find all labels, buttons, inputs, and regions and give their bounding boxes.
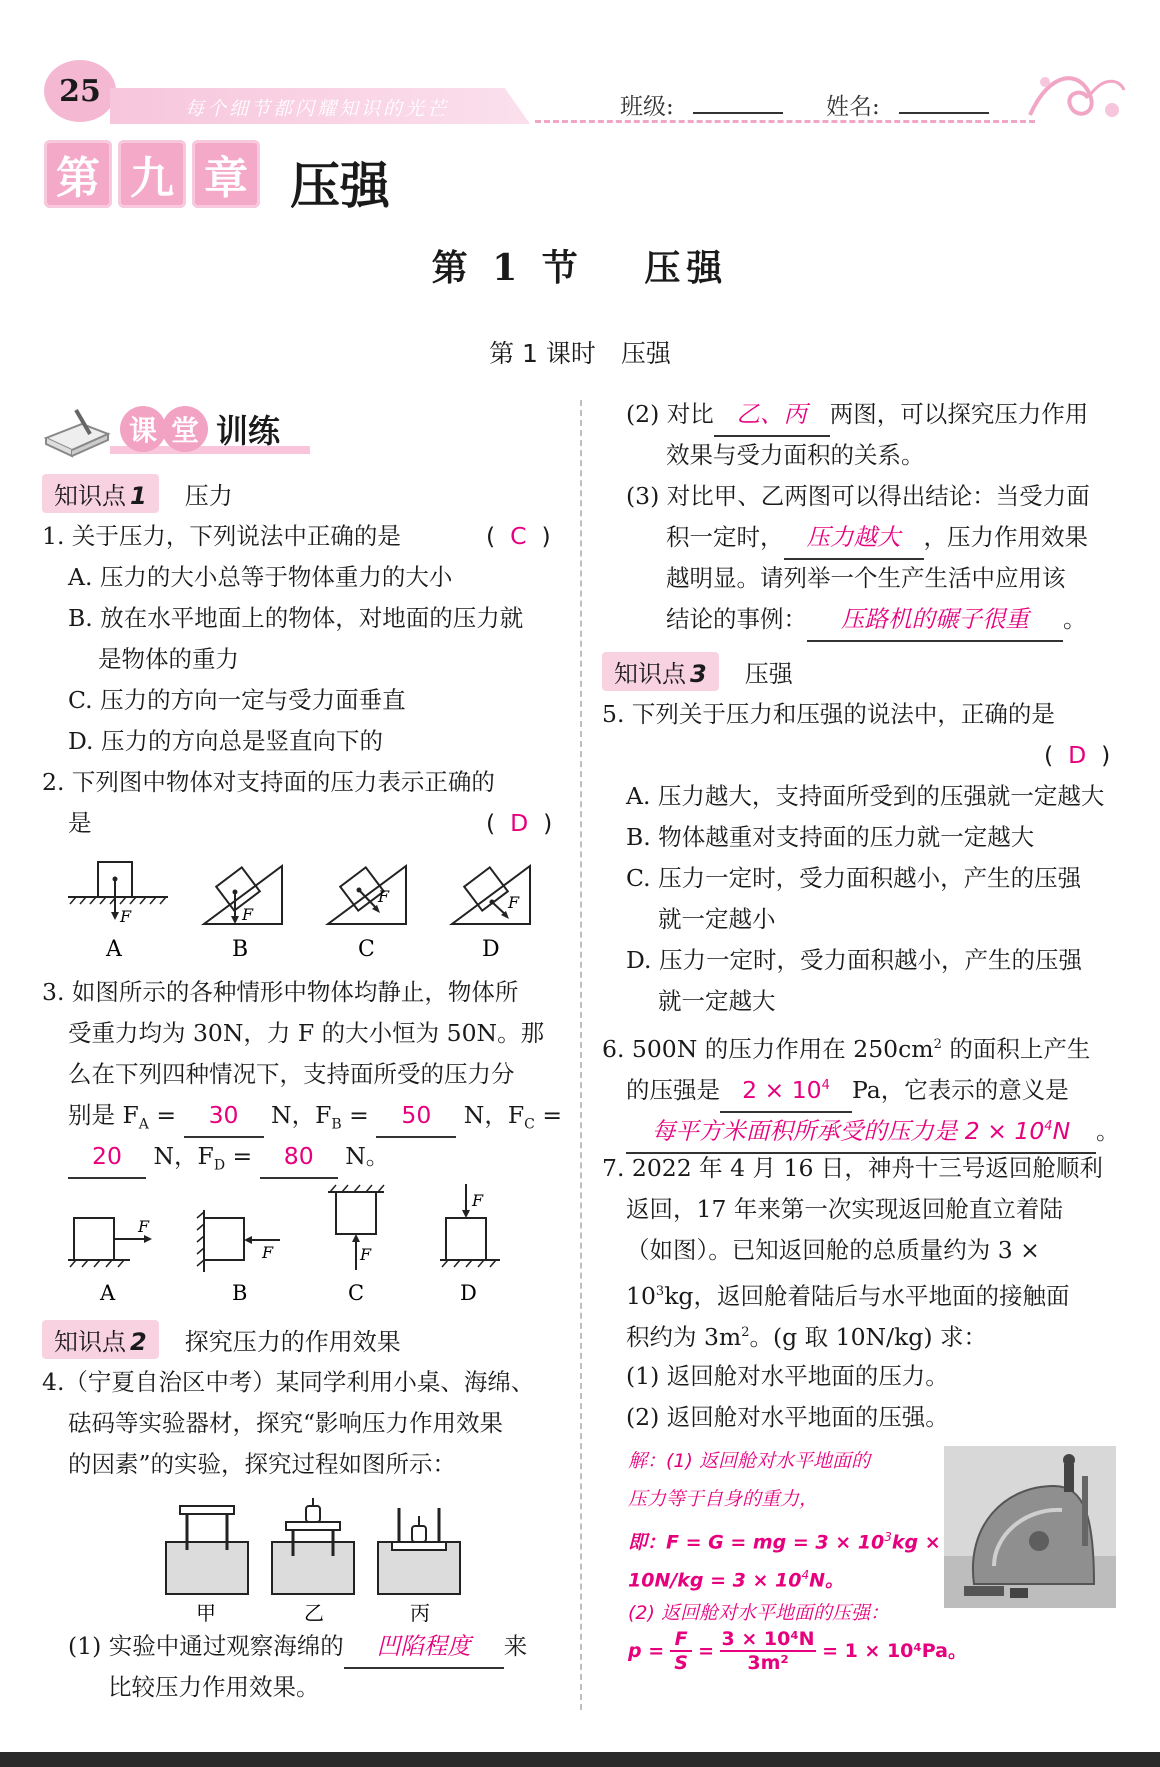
q3-answer-d: 80	[260, 1136, 338, 1179]
svg-text:F: F	[138, 1217, 150, 1236]
q7-solution-2: 压力等于自身的重力，	[628, 1488, 819, 1510]
knowledge-point-2	[42, 1320, 401, 1359]
q1-option-a: A. 压力的大小总等于物体重力的大小	[68, 563, 453, 591]
knowledge-point-1	[42, 474, 233, 513]
lesson-title: 第 1 课时 压强	[489, 339, 671, 368]
q4-answer-2: 乙、丙	[714, 394, 830, 437]
q4-label-jia: 甲	[196, 1601, 216, 1625]
training-badge-2: 堂	[162, 406, 208, 452]
q3-figure-c	[328, 1185, 384, 1270]
notebook-pen-icon	[42, 404, 112, 458]
q7-line-1: 7. 2022 年 4 月 16 日，神舟十三号返回舱顺利	[602, 1154, 1103, 1182]
q7-line-4: $10^3kg$，返回舱着陆后与水平地面的接触面	[626, 1281, 1070, 1310]
motto: 每个细节都闪耀知识的光芒	[185, 98, 450, 120]
fraction-values: 3 × 10⁴N 3m²	[721, 1628, 815, 1674]
q3-label-d: D	[460, 1281, 477, 1305]
kp-title: 压力	[184, 482, 233, 510]
q4-part-1: (1) 实验中通过观察海绵的 凹陷程度 来	[68, 1626, 527, 1669]
kp-tag: 知识点 2	[42, 1320, 159, 1359]
svg-text:F: F	[242, 905, 254, 924]
q4-figure-jia	[166, 1506, 248, 1594]
q2-label-d: D	[482, 937, 500, 962]
q1-option-c: C. 压力的方向一定与受力面垂直	[68, 686, 406, 714]
q3-line-2: 受重力均为 30N，力 F 的大小恒为 50N。那	[68, 1019, 545, 1047]
flourish-icon	[1020, 60, 1130, 130]
q4-part-3: (3) 对比甲、乙两图可以得出结论：当受力面	[626, 482, 1090, 510]
q6-answer-1: $2 \times 10^4$	[720, 1065, 852, 1113]
q5-stem: 5. 下列关于压力和压强的说法中，正确的是	[602, 700, 1055, 728]
q4-figure-yi	[272, 1498, 354, 1594]
q2-stem-cont: 是	[68, 809, 92, 837]
q4-label-bing: 丙	[410, 1601, 430, 1625]
q6-line-1: 6. 500N 的压力作用在 $250cm^2$ 的面积上产生	[602, 1034, 1091, 1063]
q4-line-1: 4.（宁夏自治区中考）某同学利用小桌、海绵、	[42, 1368, 535, 1396]
q5-answer: ( D )	[1044, 741, 1111, 769]
q3-answer-b: 50	[376, 1095, 456, 1138]
svg-text:F: F	[508, 893, 520, 912]
q4-part-3-line-2: 积一定时， 压力越大 ，压力作用效果	[666, 517, 1088, 560]
return-capsule-photo	[944, 1446, 1116, 1608]
q3-figure-a	[68, 1217, 152, 1267]
kp-tag: 知识点 1	[42, 474, 159, 513]
q4-part-3-line-3: 越明显。请列举一个生产生活中应用该	[666, 564, 1066, 592]
q4-label-yi: 乙	[304, 1601, 324, 1625]
training-heading	[120, 406, 280, 452]
q5-option-a: A. 压力越大，支持面所受到的压强就一定越大	[626, 782, 1105, 810]
q5-option-c: C. 压力一定时，受力面积越小，产生的压强	[626, 864, 1082, 892]
q2-label-a: A	[106, 937, 122, 962]
kp-title: 探究压力的作用效果	[184, 1328, 401, 1356]
class-label: 班级:	[620, 94, 674, 120]
q5-option-b: B. 物体越重对支持面的压力就一定越大	[626, 823, 1035, 851]
q2-figures	[60, 852, 560, 962]
q4-line-2: 砝码等实验器材，探究“影响压力作用效果	[68, 1409, 504, 1437]
chapter-title: 压强	[290, 157, 390, 215]
q3-figure-b	[197, 1210, 280, 1272]
q7-part-1: (1) 返回舱对水平地面的压力。	[626, 1362, 949, 1390]
q4-answer-1: 凹陷程度	[344, 1626, 504, 1669]
q3-label-c: C	[348, 1281, 365, 1305]
q7-solution-4: $10N/kg = 3 \times 10^4N$。	[628, 1568, 845, 1592]
q7-solution-3: 即：F = G = mg = $3 \times 10^3kg$ ×	[628, 1530, 941, 1554]
q2-figure-d	[452, 866, 530, 924]
q3-line-5: 20 N，$F_D = 80$ N。	[68, 1136, 389, 1187]
bottom-bar	[0, 1752, 1160, 1767]
q3-answer-c: 20	[68, 1136, 146, 1179]
q2-figure-c	[328, 866, 406, 924]
kp-tag: 知识点 3	[602, 652, 719, 691]
q4-part-1-cont: 比较压力作用效果。	[108, 1673, 320, 1701]
q3-label-b: B	[232, 1281, 248, 1305]
q1-option-d: D. 压力的方向总是竖直向下的	[68, 727, 383, 755]
q3-answer-a: 30	[184, 1095, 264, 1138]
svg-text:F: F	[120, 907, 132, 926]
q1-option-b: B. 放在水平地面上的物体，对地面的压力就	[68, 604, 524, 632]
q2-label-b: B	[232, 937, 249, 962]
q4-part-3-line-4: 结论的事例： 压路机的碾子很重 。	[666, 599, 1087, 642]
name-blank	[899, 92, 989, 114]
training-badge-1: 课	[120, 406, 166, 452]
name-field	[826, 88, 989, 121]
q2-label-c: C	[358, 937, 375, 962]
q5-option-c-cont: 就一定越小	[658, 905, 776, 933]
q4-part-2-cont: 效果与受力面积的关系。	[666, 441, 925, 469]
q5-option-d: D. 压力一定时，受力面积越小，产生的压强	[626, 946, 1082, 974]
q4-line-3: 的因素”的实验，探究过程如图所示：	[68, 1450, 457, 1478]
q1-stem: 1. 关于压力，下列说法中正确的是	[42, 522, 401, 550]
q2-answer: ( D )	[486, 809, 553, 837]
kp-title: 压强	[744, 660, 793, 688]
q4-part-2: (2) 对比 乙、丙 两图，可以探究压力作用	[626, 394, 1088, 437]
q1-option-b-cont: 是物体的重力	[98, 645, 239, 673]
q6-line-3: 每平方米面积所承受的压力是 $2 \times 10^4N$ 。	[626, 1106, 1120, 1154]
q5-option-d-cont: 就一定越大	[658, 987, 776, 1015]
svg-text:F: F	[378, 887, 390, 906]
q7-line-5: 积约为 $3m^2$。(g 取 10N/kg) 求：	[626, 1322, 987, 1351]
fraction-f-s: F S	[670, 1628, 692, 1674]
q3-label-a: A	[100, 1281, 116, 1305]
chapter-box-3: 章	[192, 140, 260, 208]
q3-line-4: 别是 $F_A = 30$ N，$F_B = 50$ N，$F_C$ =	[68, 1095, 562, 1146]
q6-line-2: 的压强是 $2 \times 10^4$ Pa，它表示的意义是	[626, 1065, 1069, 1113]
svg-text:F: F	[262, 1243, 274, 1262]
knowledge-point-3	[602, 652, 793, 691]
q4-figure-bing	[378, 1508, 460, 1594]
q4-answer-3a: 压力越大	[784, 517, 924, 560]
q7-line-2: 返回，17 年来第一次实现返回舱直立着陆	[626, 1195, 1063, 1223]
q7-part-2: (2) 返回舱对水平地面的压强。	[626, 1403, 949, 1431]
q2-figure-a	[68, 862, 168, 926]
q7-line-3: （如图）。已知返回舱的总质量约为 3 ×	[626, 1236, 1040, 1264]
svg-text:F: F	[472, 1191, 484, 1210]
column-divider	[580, 400, 582, 1710]
q7-solution-6: p = F S = 3 × 10⁴N 3m² = 1 × 10⁴Pa。	[628, 1628, 967, 1674]
q4-figures	[160, 1486, 480, 1626]
class-field	[620, 88, 783, 121]
page-number: 25	[44, 60, 116, 122]
name-label: 姓名:	[826, 94, 880, 120]
svg-text:F: F	[360, 1245, 372, 1264]
q7-solution-1: 解：(1) 返回舱对水平地面的	[628, 1450, 870, 1472]
chapter-box-2: 九	[118, 140, 186, 208]
training-text: 训练	[216, 412, 281, 450]
q7-solution-5: (2) 返回舱对水平地面的压强：	[628, 1602, 889, 1624]
class-blank	[693, 92, 783, 114]
q4-answer-3b: 压路机的碾子很重	[807, 599, 1063, 642]
q3-figures	[60, 1180, 560, 1310]
q3-line-3: 么在下列四种情况下，支持面所受的压力分	[68, 1060, 515, 1088]
q3-figure-d	[440, 1184, 500, 1267]
q6-answer-2: 每平方米面积所承受的压力是 $2 \times 10^4N$	[626, 1106, 1096, 1154]
q3-line-1: 3. 如图所示的各种情形中物体均静止，物体所	[42, 978, 519, 1006]
q2-stem: 2. 下列图中物体对支持面的压力表示正确的	[42, 768, 495, 796]
chapter-box-1: 第	[44, 140, 112, 208]
q1-answer: ( C )	[486, 522, 551, 550]
q2-figure-b	[204, 866, 282, 924]
section-title: 第 1 节 压强	[431, 247, 729, 289]
